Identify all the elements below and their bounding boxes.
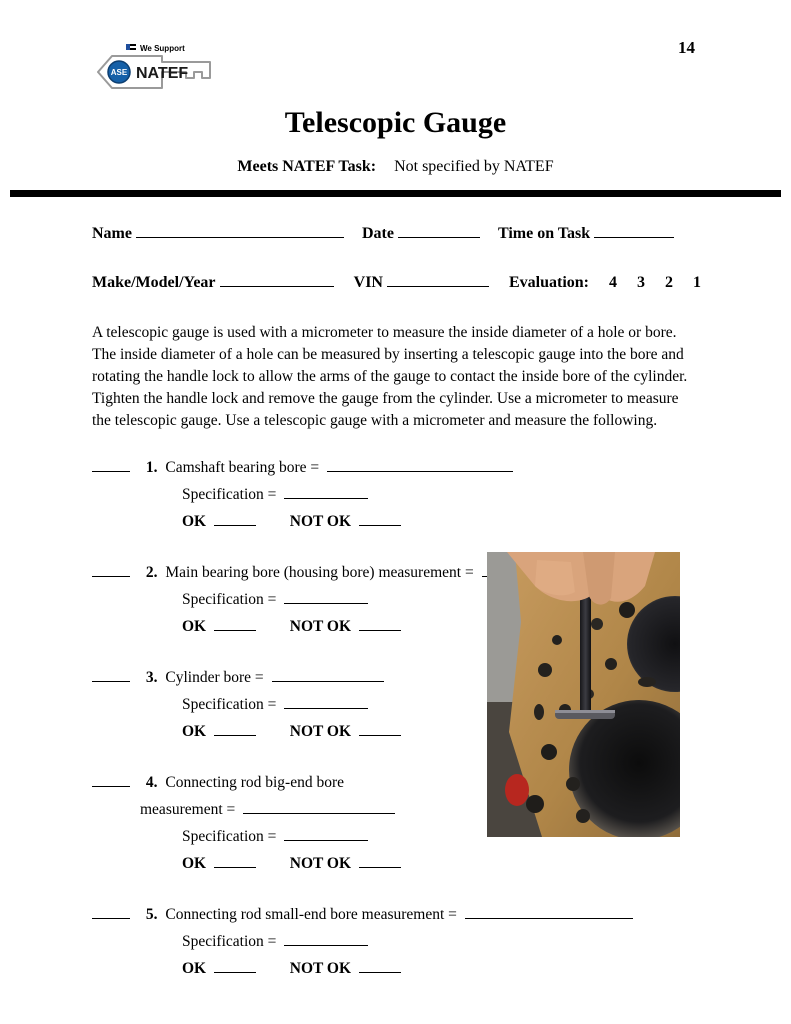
task-check-blank[interactable] [92, 458, 130, 472]
ok-blank[interactable] [214, 959, 256, 973]
evaluation-score-3[interactable]: 3 [637, 274, 645, 292]
evaluation-score-4[interactable]: 4 [609, 274, 617, 292]
specification-label: Specification = [182, 486, 277, 504]
task-number: 4. [145, 774, 158, 792]
not-ok-blank[interactable] [359, 854, 401, 868]
telescopic-gauge-photo [487, 552, 680, 837]
not-ok-label: NOT OK [289, 723, 352, 741]
time-on-task-field[interactable] [594, 223, 674, 238]
task-check-blank[interactable] [92, 773, 130, 787]
task-label: Connecting rod small-end bore measurement = [165, 906, 457, 924]
task-label: Camshaft bearing bore = [165, 459, 320, 477]
measurement-blank[interactable] [243, 800, 395, 814]
ok-blank[interactable] [214, 854, 256, 868]
ok-label: OK [182, 513, 207, 531]
meets-task-value: Not specified by NATEF [394, 158, 554, 175]
task-label: Main bearing bore (housing bore) measurement = [165, 564, 474, 582]
specification-label: Specification = [182, 933, 277, 951]
measurement-label: measurement = [140, 801, 236, 819]
meets-task-label: Meets NATEF Task: [237, 158, 377, 175]
divider-rule [10, 190, 781, 197]
task-item-5 [92, 901, 791, 982]
not-ok-blank[interactable] [359, 959, 401, 973]
task-item-1 [92, 454, 791, 535]
evaluation-score-2[interactable]: 2 [665, 274, 673, 292]
intro-paragraph: A telescopic gauge is used with a micrometer to measure the inside diameter of a hole or bore. The inside diameter of a hole can be measured by inserting a telescopic gauge into the bore and rotating the handle lock to allow the arms of the gauge to contact the inside bore of the cylinder. Tighten the handle lock and remove the gauge from the cylinder. Use a micrometer to measure the telescopic gauge. Use a telescopic gauge with a micrometer and measure the following. [92, 324, 688, 430]
specification-label: Specification = [182, 591, 277, 609]
task-number: 5. [145, 906, 158, 924]
ok-label: OK [182, 960, 207, 978]
task-label: Cylinder bore = [165, 669, 264, 687]
ok-blank[interactable] [214, 512, 256, 526]
svg-text:We Support: We Support [140, 44, 185, 53]
not-ok-label: NOT OK [289, 855, 352, 873]
vin-field[interactable] [387, 273, 489, 288]
task-item-3 [92, 664, 791, 745]
meets-natef-task [0, 158, 791, 176]
name-field[interactable] [136, 223, 344, 238]
natef-logo [92, 42, 216, 100]
make-model-year-field[interactable] [220, 273, 334, 288]
not-ok-blank[interactable] [359, 617, 401, 631]
ok-blank[interactable] [214, 722, 256, 736]
evaluation-label: Evaluation: [508, 274, 589, 292]
date-label: Date [361, 224, 394, 242]
date-field[interactable] [398, 223, 480, 238]
task-check-blank[interactable] [92, 563, 130, 577]
specification-blank[interactable] [284, 827, 368, 841]
task-check-blank[interactable] [92, 905, 130, 919]
ok-label: OK [182, 618, 207, 636]
task-number: 2. [145, 564, 158, 582]
task-list [92, 454, 791, 982]
specification-blank[interactable] [284, 485, 368, 499]
evaluation-score-1[interactable]: 1 [693, 274, 701, 292]
specification-label: Specification = [182, 828, 277, 846]
form-row-1 [92, 223, 701, 243]
specification-blank[interactable] [284, 695, 368, 709]
task-number: 1. [145, 459, 158, 477]
page-title: Telescopic Gauge [284, 106, 507, 139]
specification-label: Specification = [182, 696, 277, 714]
not-ok-label: NOT OK [289, 960, 352, 978]
ok-label: OK [182, 723, 207, 741]
task-check-blank[interactable] [92, 668, 130, 682]
task-item-4 [92, 769, 791, 877]
name-label: Name [92, 224, 132, 242]
svg-text:ASE: ASE [110, 68, 128, 77]
natef-logo-graphic [92, 42, 216, 100]
form-row-2 [92, 273, 701, 293]
time-on-task-label: Time on Task [497, 224, 591, 242]
page-header [0, 0, 791, 100]
make-model-year-label: Make/Model/Year [92, 274, 216, 292]
measurement-blank[interactable] [327, 458, 513, 472]
measurement-blank[interactable] [272, 668, 384, 682]
not-ok-label: NOT OK [289, 513, 352, 531]
student-info-form [92, 223, 701, 292]
vin-label: VIN [353, 274, 383, 292]
ok-label: OK [182, 855, 207, 873]
specification-blank[interactable] [284, 590, 368, 604]
page-number: 14 [678, 38, 695, 57]
task-label: Connecting rod big-end bore [165, 774, 345, 792]
specification-blank[interactable] [284, 932, 368, 946]
ok-blank[interactable] [214, 617, 256, 631]
task-number: 3. [145, 669, 158, 687]
not-ok-blank[interactable] [359, 512, 401, 526]
not-ok-label: NOT OK [289, 618, 352, 636]
not-ok-blank[interactable] [359, 722, 401, 736]
task-item-2 [92, 559, 791, 640]
measurement-blank[interactable] [465, 905, 633, 919]
svg-text:NATEF: NATEF [136, 65, 189, 82]
